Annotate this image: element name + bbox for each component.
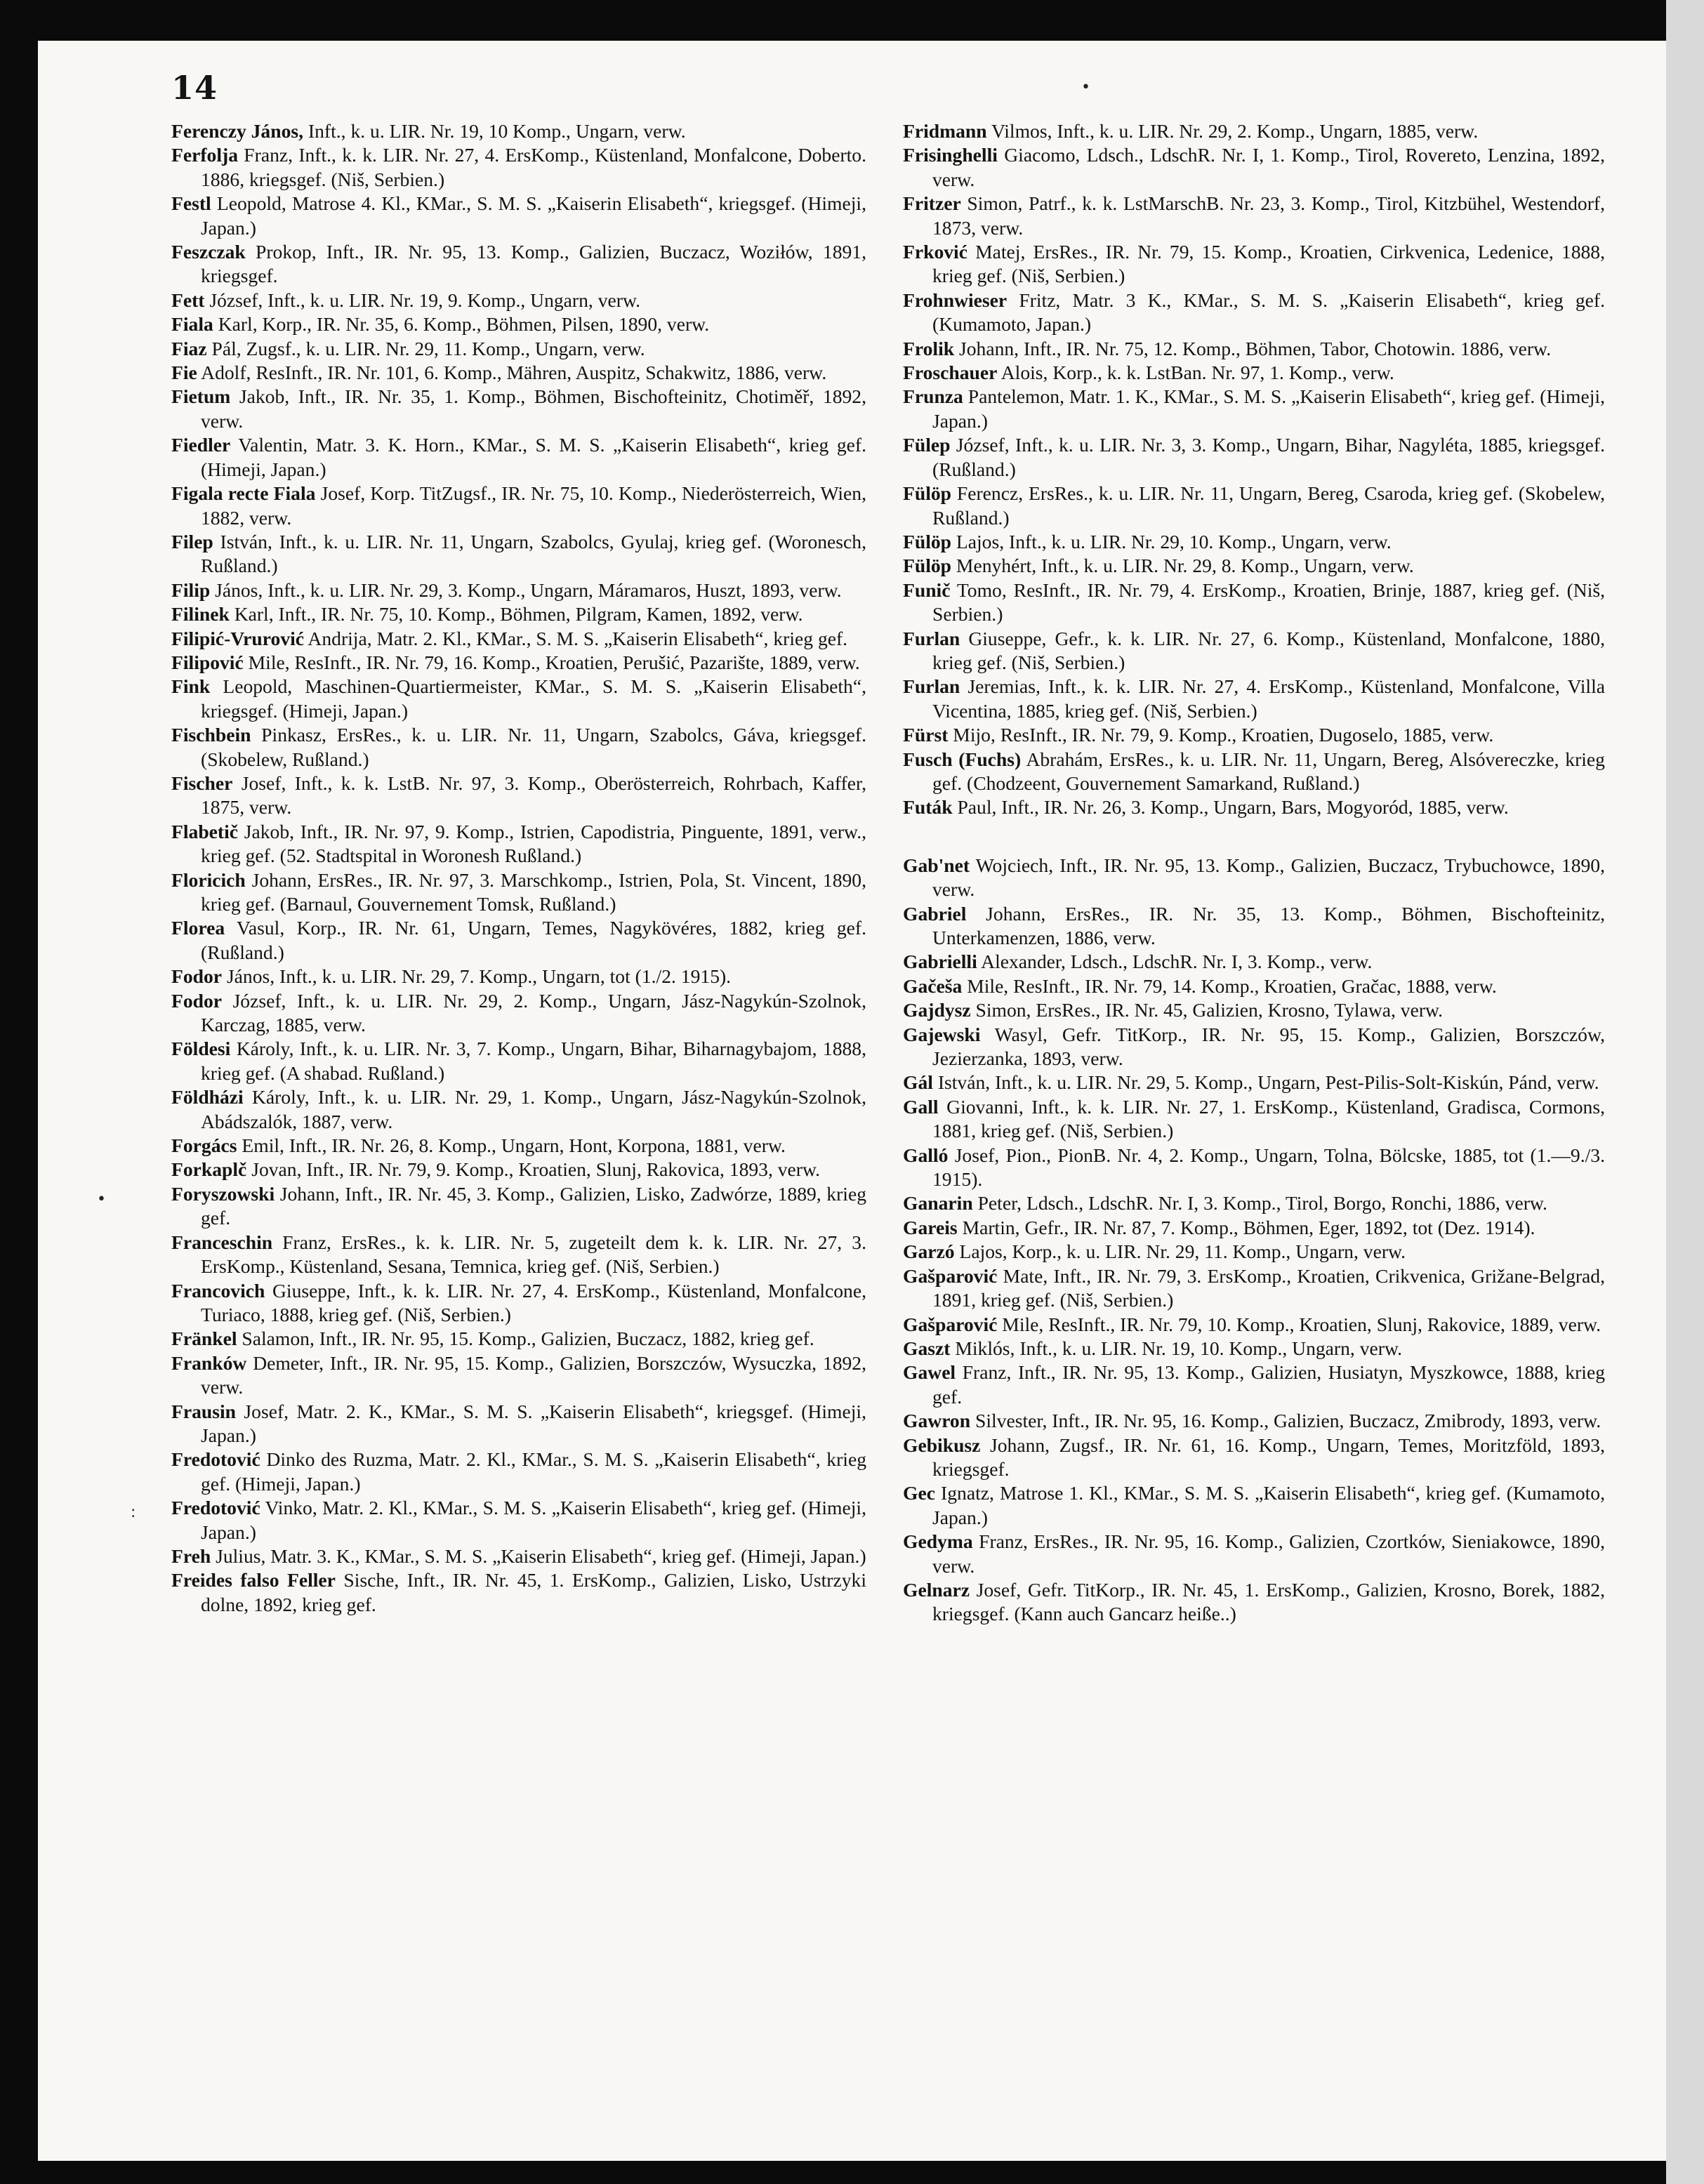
register-entry: [903, 385, 1605, 433]
entry-surname: Gál: [903, 1071, 933, 1094]
entry-details: Alois, Korp., k. k. LstBan. Nr. 97, 1. Komp., verw.: [997, 362, 1394, 384]
register-entry: [903, 1313, 1605, 1337]
register-entry: [171, 965, 866, 988]
entry-details: Franz, ErsRes., IR. Nr. 95, 16. Komp., Galizien, Czortków, Sieniakowce, 1890, verw.: [932, 1530, 1605, 1577]
entry-details: Josef, Gefr. TitKorp., IR. Nr. 45, 1. ErsKomp., Galizien, Krosno, Borek, 1882, kriegsgef. (Kann auch Gancarz heiße..): [932, 1578, 1605, 1625]
entry-details: Giacomo, Ldsch., LdschR. Nr. I, 1. Komp., Tirol, Rovereto, Lenzina, 1892, verw.: [932, 144, 1605, 190]
entry-surname: Froschauer: [903, 362, 998, 384]
register-entry: [903, 1144, 1605, 1192]
entry-details: Miklós, Inft., k. u. LIR. Nr. 19, 10. Komp., Ungarn, verw.: [950, 1337, 1402, 1359]
register-entry: [903, 1191, 1605, 1215]
register-entry: [903, 627, 1605, 675]
entry-surname: Figala recte Fiala: [171, 482, 316, 505]
entry-surname: Gašparović: [903, 1313, 998, 1335]
entry-details: Karl, Inft., IR. Nr. 75, 10. Komp., Böhmen, Pilgram, Kamen, 1892, verw.: [229, 603, 803, 626]
entry-details: Mate, Inft., IR. Nr. 79, 3. ErsKomp., Kroatien, Crikvenica, Grižane-Belgrad, 1891, krieg gef. (Niš, Serbien.): [932, 1264, 1605, 1311]
register-entry: [171, 989, 866, 1038]
entry-surname: Freh: [171, 1544, 211, 1567]
entry-details: Ferencz, ErsRes., k. u. LIR. Nr. 11, Ungarn, Bereg, Csaroda, krieg gef. (Skobelew, Rußland.): [932, 482, 1605, 529]
register-entry: [903, 1481, 1605, 1530]
entry-surname: Fülep: [903, 434, 951, 456]
register-entry: [903, 119, 1605, 143]
register-entry: [171, 361, 866, 385]
entry-surname: Fischer: [171, 772, 233, 794]
entry-details: Mijo, ResInft., IR. Nr. 79, 9. Komp., Kroatien, Dugoselo, 1885, verw.: [948, 724, 1494, 746]
entry-details: Emil, Inft., IR. Nr. 26, 8. Komp., Ungarn, Hont, Korpona, 1881, verw.: [237, 1134, 786, 1157]
entry-details: Salamon, Inft., IR. Nr. 95, 15. Komp., Galizien, Buczacz, 1882, krieg gef.: [237, 1328, 814, 1350]
entry-details: Franz, ErsRes., k. k. LIR. Nr. 5, zugeteilt dem k. k. LIR. Nr. 27, 3. ErsKomp., Küstenland, Sesana, Temnica, krieg gef. (Niš, Serbien.): [201, 1231, 866, 1278]
register-entry: [903, 748, 1605, 796]
register-entry: [171, 1496, 866, 1544]
register-entry: [903, 854, 1605, 902]
register-entry: [903, 1434, 1605, 1482]
register-entry: [171, 240, 866, 289]
entry-details: Lajos, Inft., k. u. LIR. Nr. 29, 10. Komp., Ungarn, verw.: [951, 530, 1392, 552]
left-column: [171, 119, 866, 1617]
register-entry: [903, 1409, 1605, 1433]
entry-surname: Ferfolja: [171, 144, 238, 166]
entry-surname: Garzó: [903, 1240, 955, 1263]
entry-details: Peter, Ldsch., LdschR. Nr. I, 3. Komp., Tirol, Borgo, Ronchi, 1886, verw.: [972, 1192, 1547, 1215]
register-entry: [171, 675, 866, 723]
entry-details: Valentin, Matr. 3. K. Horn., KMar., S. M. S. „Kaiserin Elisabeth“, krieg gef. (Himeji, Japan.): [201, 434, 866, 480]
entry-details: Jeremias, Inft., k. k. LIR. Nr. 27, 4. ErsKomp., Küstenland, Monfalcone, Villa Vicentina, 1885, krieg gef. (Niš, Serbien.): [932, 675, 1605, 722]
register-entry: [903, 902, 1605, 951]
entry-details: Josef, Korp. TitZugsf., IR. Nr. 75, 10. Komp., Niederösterreich, Wien, 1882, verw.: [201, 482, 866, 529]
entry-surname: Fink: [171, 675, 211, 698]
entry-details: Pantelemon, Matr. 1. K., KMar., S. M. S. „Kaiserin Elisabeth“, krieg gef. (Himeji, Japan.): [932, 385, 1605, 432]
entry-surname: Fredotović: [171, 1448, 260, 1471]
register-entry: [903, 1216, 1605, 1240]
entry-surname: Funič: [903, 578, 951, 601]
entry-details: István, Inft., k. u. LIR. Nr. 11, Ungarn, Szabolcs, Gyulaj, krieg gef. (Woronesch, Rußland.): [201, 530, 866, 577]
register-entry: [171, 482, 866, 530]
entry-details: Ignatz, Matrose 1. Kl., KMar., S. M. S. „Kaiserin Elisabeth“, krieg gef. (Kumamoto, Japan.): [932, 1482, 1605, 1528]
entry-details: Johann, ErsRes., IR. Nr. 35, 13. Komp., Böhmen, Bischofteinitz, Unterkamenzen, 1886, verw.: [932, 902, 1605, 948]
entry-details: Simon, Patrf., k. k. LstMarschB. Nr. 23, 3. Komp., Tirol, Kitzbühel, Westendorf, 1873, verw.: [932, 192, 1605, 239]
register-entry: [903, 675, 1605, 723]
register-entry: [171, 1544, 866, 1568]
entry-surname: Galló: [903, 1144, 949, 1166]
entry-details: Demeter, Inft., IR. Nr. 95, 15. Komp., Galizien, Borszczów, Wysuczka, 1892, verw.: [201, 1351, 866, 1398]
register-entry: [171, 1158, 866, 1182]
entry-details: Silvester, Inft., IR. Nr. 95, 16. Komp., Galizien, Buczacz, Zmibrody, 1893, verw.: [970, 1410, 1601, 1432]
entry-surname: Gareis: [903, 1216, 958, 1238]
register-entry: [903, 192, 1605, 240]
entry-details: Abrahám, ErsRes., k. u. LIR. Nr. 11, Ungarn, Bereg, Alsóvereczke, krieg gef. (Chodzeent, Gouvernement Samarkand, Rußland.): [932, 748, 1605, 794]
register-entry: [171, 433, 866, 482]
register-entry: [171, 1568, 866, 1617]
entry-details: József, Inft., k. u. LIR. Nr. 3, 3. Komp., Ungarn, Bihar, Nagyléta, 1885, kriegsgef. (Rußland.): [932, 434, 1605, 480]
entry-surname: Gabriel: [903, 902, 967, 925]
register-entry: [903, 723, 1605, 747]
entry-details: Tomo, ResInft., IR. Nr. 79, 4. ErsKomp., Kroatien, Brinje, 1887, krieg gef. (Niš, Serbien.): [932, 578, 1605, 626]
entry-details: Fritz, Matr. 3 K., KMar., S. M. S. „Kaiserin Elisabeth“, krieg gef. (Kumamoto, Japan.): [932, 289, 1605, 336]
register-entry: [903, 974, 1605, 998]
register-entry: [171, 1037, 866, 1085]
register-entry: [903, 1071, 1605, 1094]
entry-surname: Frausin: [171, 1400, 236, 1422]
entry-details: Jakob, Inft., IR. Nr. 35, 1. Komp., Böhmen, Bischofteinitz, Chotiměř, 1892, verw.: [201, 385, 866, 432]
entry-surname: Flabetič: [171, 820, 239, 842]
entry-surname: Ferenczy János,: [171, 120, 304, 142]
entry-details: Wasyl, Gefr. TitKorp., IR. Nr. 95, 15. Komp., Galizien, Borszczów, Jezierzanka, 1893, verw.: [932, 1023, 1605, 1070]
entry-surname: Gajdysz: [903, 999, 971, 1021]
register-entry: [903, 289, 1605, 337]
entry-details: Dinko des Ruzma, Matr. 2. Kl., KMar., S. M. S. „Kaiserin Elisabeth“, krieg gef. (Himeji, Japan.): [201, 1448, 866, 1495]
entry-details: Karl, Korp., IR. Nr. 35, 6. Komp., Böhmen, Pilsen, 1890, verw.: [213, 313, 710, 336]
entry-surname: Futák: [903, 796, 953, 819]
register-entry: [903, 1023, 1605, 1071]
entry-details: Leopold, Maschinen-Quartiermeister, KMar., S. M. S. „Kaiserin Elisabeth“, kriegsgef. (Himeji, Japan.): [201, 675, 866, 722]
register-entry: [171, 1351, 866, 1400]
register-entry: [171, 1279, 866, 1328]
register-entry: [171, 1400, 866, 1448]
entry-surname: Feszczak: [171, 241, 246, 263]
entry-surname: Foryszowski: [171, 1182, 275, 1205]
entry-surname: Frisinghelli: [903, 144, 998, 166]
register-entry: [171, 1327, 866, 1351]
register-entry: [903, 1361, 1605, 1409]
register-entry: [171, 772, 866, 820]
entry-details: Vilmos, Inft., k. u. LIR. Nr. 29, 2. Komp., Ungarn, 1885, verw.: [986, 120, 1479, 142]
register-entry: [903, 1264, 1605, 1313]
register-entry: [903, 240, 1605, 289]
entry-details: Johann, ErsRes., IR. Nr. 97, 3. Marschkomp., Istrien, Pola, St. Vincent, 1890, krieg gef. (Barnaul, Gouvernement Tomsk, Rußland.): [201, 868, 866, 915]
entry-surname: Fodor: [171, 965, 223, 988]
entry-details: Josef, Matr. 2. K., KMar., S. M. S. „Kaiserin Elisabeth“, kriegsgef. (Himeji, Japan.): [201, 1400, 866, 1446]
entry-details: Lajos, Korp., k. u. LIR. Nr. 29, 11. Komp., Ungarn, verw.: [954, 1240, 1406, 1263]
register-entry: [903, 530, 1605, 554]
register-entry: [171, 385, 866, 433]
register-entry: [903, 1530, 1605, 1578]
entry-details: Wojciech, Inft., IR. Nr. 95, 13. Komp., Galizien, Buczacz, Trybuchowce, 1890, verw.: [932, 854, 1605, 901]
entry-details: Vinko, Matr. 2. Kl., KMar., S. M. S. „Kaiserin Elisabeth“, krieg gef. (Himeji, Japan.): [201, 1497, 866, 1543]
entry-surname: Filinek: [171, 603, 230, 626]
entry-surname: Gab'net: [903, 854, 970, 876]
entry-details: Andrija, Matr. 2. Kl., KMar., S. M. S. „Kaiserin Elisabeth“, krieg gef.: [304, 627, 848, 649]
entry-surname: Gelnarz: [903, 1578, 970, 1601]
entry-surname: Franków: [171, 1351, 247, 1374]
register-entry: [903, 1240, 1605, 1264]
register-entry: [903, 795, 1605, 819]
register-entry: [171, 289, 866, 312]
entry-surname: Fülöp: [903, 530, 952, 552]
entry-surname: Forkaplč: [171, 1158, 247, 1181]
entry-surname: Gec: [903, 1482, 935, 1504]
entry-surname: Gajewski: [903, 1023, 981, 1045]
register-entry: [171, 1231, 866, 1279]
entry-surname: Fusch (Fuchs): [903, 748, 1022, 770]
register-entry: [171, 916, 866, 965]
entry-details: Pinkasz, ErsRes., k. u. LIR. Nr. 11, Ungarn, Szabolcs, Gáva, kriegsgef. (Skobelew, Rußland.): [201, 724, 866, 770]
register-entry: [171, 312, 866, 336]
entry-details: Mile, ResInft., IR. Nr. 79, 10. Komp., Kroatien, Slunj, Rakovice, 1889, verw.: [997, 1313, 1601, 1335]
entry-details: Leopold, Matrose 4. Kl., KMar., S. M. S. „Kaiserin Elisabeth“, kriegsgef. (Himeji, Japan.): [201, 192, 866, 239]
register-entry: [171, 119, 866, 143]
register-entry: [171, 868, 866, 917]
entry-surname: Ganarin: [903, 1192, 973, 1215]
entry-surname: Gabrielli: [903, 951, 977, 973]
entry-surname: Frohnwieser: [903, 289, 1008, 311]
entry-surname: Freides falso Feller: [171, 1569, 336, 1591]
entry-surname: Gačeša: [903, 974, 963, 997]
register-entry: [903, 554, 1605, 578]
entry-details: Adolf, ResInft., IR. Nr. 101, 6. Komp., Mähren, Auspitz, Schakwitz, 1886, verw.: [197, 362, 827, 384]
entry-details: Martin, Gefr., IR. Nr. 87, 7. Komp., Böhmen, Eger, 1892, tot (Dez. 1914).: [957, 1216, 1535, 1238]
entry-surname: Fie: [171, 362, 197, 384]
margin-bullet-icon: •: [97, 1191, 106, 1208]
register-entry: [171, 651, 866, 675]
entry-surname: Fischbein: [171, 724, 251, 746]
entry-details: Giuseppe, Inft., k. k. LIR. Nr. 27, 4. ErsKomp., Küstenland, Monfalcone, Turiaco, 1888, krieg gef. (Niš, Serbien.): [201, 1279, 866, 1325]
entry-surname: Frković: [903, 241, 967, 263]
entry-details: Jakob, Inft., IR. Nr. 97, 9. Komp., Istrien, Capodistria, Pinguente, 1891, verw., krieg gef. (52. Stadtspital in Woronesh Rußland.): [201, 820, 866, 867]
entry-surname: Földesi: [171, 1038, 231, 1060]
entry-surname: Furlan: [903, 627, 960, 649]
entry-surname: Frunza: [903, 385, 963, 408]
register-entry: [903, 337, 1605, 361]
section-f-continued: [903, 119, 1605, 820]
entry-surname: Fodor: [171, 989, 223, 1012]
entry-details: Franz, Inft., IR. Nr. 95, 13. Komp., Galizien, Husiatyn, Myszkowce, 1888, krieg gef.: [932, 1361, 1605, 1408]
entry-surname: Fiedler: [171, 434, 231, 456]
register-entry: [903, 1578, 1605, 1627]
entry-surname: Földházi: [171, 1086, 244, 1108]
entry-surname: Fiala: [171, 313, 213, 336]
entry-surname: Gawel: [903, 1361, 956, 1384]
entry-details: Josef, Inft., k. k. LstB. Nr. 97, 3. Komp., Oberösterreich, Rohrbach, Kaffer, 1875, verw.: [201, 772, 866, 819]
entry-surname: Gebikusz: [903, 1434, 981, 1456]
entry-surname: Fiaz: [171, 337, 207, 359]
entry-details: Prokop, Inft., IR. Nr. 95, 13. Komp., Galizien, Buczacz, Woziłów, 1891, kriegsgef.: [201, 241, 866, 287]
register-entry: [903, 361, 1605, 385]
register-entry: [903, 143, 1605, 192]
entry-surname: Gaszt: [903, 1337, 951, 1359]
entry-surname: Filipić-Vrurović: [171, 627, 305, 649]
entry-details: József, Inft., k. u. LIR. Nr. 29, 2. Komp., Ungarn, Jász-Nagykún-Szolnok, Karczag, 1885, verw.: [201, 989, 866, 1036]
register-entry: [171, 578, 866, 602]
entry-details: Paul, Inft., IR. Nr. 26, 3. Komp., Ungarn, Bars, Mogyoród, 1885, verw.: [952, 796, 1509, 819]
register-entry: [903, 1095, 1605, 1144]
register-entry: [903, 578, 1605, 627]
entry-surname: Fredotović: [171, 1497, 260, 1519]
entry-surname: Gall: [903, 1095, 939, 1118]
entry-details: Vasul, Korp., IR. Nr. 61, Ungarn, Temes, Nagykövéres, 1882, krieg gef. (Rußland.): [201, 917, 866, 963]
entry-surname: Filipović: [171, 651, 244, 673]
entry-surname: Gawron: [903, 1410, 971, 1432]
entry-details: Franz, Inft., k. k. LIR. Nr. 27, 4. ErsKomp., Küstenland, Monfalcone, Doberto. 1886, kriegsgef. (Niš, Serbien.): [201, 144, 866, 190]
register-entry: [171, 820, 866, 868]
scan-edge-strip: [1666, 0, 1704, 2184]
register-entry: [171, 192, 866, 240]
register-entry: [903, 998, 1605, 1022]
register-entry: [171, 602, 866, 626]
entry-details: Giovanni, Inft., k. k. LIR. Nr. 27, 1. ErsKomp., Küstenland, Gradisca, Cormons, 1881, krieg gef. (Niš, Serbien.): [932, 1095, 1605, 1142]
section-g: [903, 854, 1605, 1627]
entry-details: István, Inft., k. u. LIR. Nr. 29, 5. Komp., Ungarn, Pest-Pilis-Solt-Kiskún, Pánd, verw.: [932, 1071, 1599, 1094]
entry-details: Josef, Pion., PionB. Nr. 4, 2. Komp., Ungarn, Tolna, Bölcske, 1885, tot (1.—9./3. 1915).: [932, 1144, 1605, 1191]
entry-details: János, Inft., k. u. LIR. Nr. 29, 3. Komp., Ungarn, Máramaros, Huszt, 1893, verw.: [210, 578, 842, 601]
entry-surname: Fülöp: [903, 482, 952, 505]
register-entry: [171, 530, 866, 578]
entry-details: János, Inft., k. u. LIR. Nr. 29, 7. Komp., Ungarn, tot (1./2. 1915).: [222, 965, 732, 988]
entry-details: Inft., k. u. LIR. Nr. 19, 10 Komp., Ungarn, verw.: [303, 120, 686, 142]
right-column: [903, 119, 1605, 1627]
entry-surname: Franceschin: [171, 1231, 273, 1253]
entry-surname: Forgács: [171, 1134, 237, 1157]
entry-details: Johann, Zugsf., IR. Nr. 61, 16. Komp., Ungarn, Temes, Moritzföld, 1893, kriegsgef.: [932, 1434, 1605, 1480]
entry-details: József, Inft., k. u. LIR. Nr. 19, 9. Komp., Ungarn, verw.: [204, 289, 640, 311]
entry-details: Pál, Zugsf., k. u. LIR. Nr. 29, 11. Komp., Ungarn, verw.: [206, 337, 645, 359]
register-entry: [171, 143, 866, 192]
entry-details: Sische, Inft., IR. Nr. 45, 1. ErsKomp., Galizien, Lisko, Ustrzyki dolne, 1892, krieg gef.: [201, 1569, 867, 1615]
register-entry: [903, 1337, 1605, 1361]
margin-mark-icon: :: [131, 1504, 136, 1521]
entry-details: Károly, Inft., k. u. LIR. Nr. 3, 7. Komp., Ungarn, Bihar, Biharnagybajom, 1888, krieg gef. (A shabad. Rußland.): [201, 1038, 866, 1084]
register-entry: [903, 482, 1605, 530]
entry-surname: Fritzer: [903, 192, 961, 215]
entry-details: Johann, Inft., IR. Nr. 45, 3. Komp., Galizien, Lisko, Zadwórze, 1889, krieg gef.: [201, 1182, 866, 1229]
entry-details: Johann, Inft., IR. Nr. 75, 12. Komp., Böhmen, Tabor, Chotowin. 1886, verw.: [954, 337, 1552, 359]
entry-surname: Festl: [171, 192, 211, 215]
register-entry: [171, 1134, 866, 1158]
entry-details: Giuseppe, Gefr., k. k. LIR. Nr. 27, 6. Komp., Küstenland, Monfalcone, 1880, krieg gef. (Niš, Serbien.): [932, 627, 1605, 673]
entry-surname: Gašparović: [903, 1264, 998, 1287]
register-entry: [903, 950, 1605, 974]
register-entry: [171, 627, 866, 651]
entry-surname: Fränkel: [171, 1328, 237, 1350]
register-entry: [171, 1085, 866, 1134]
entry-details: Matej, ErsRes., IR. Nr. 79, 15. Komp., Kroatien, Cirkvenica, Ledenice, 1888, krieg gef. (Niš, Serbien.): [932, 241, 1605, 287]
register-entry: [903, 433, 1605, 482]
entry-details: Alexander, Ldsch., LdschR. Nr. I, 3. Komp., verw.: [977, 951, 1373, 973]
entry-details: Károly, Inft., k. u. LIR. Nr. 29, 1. Komp., Ungarn, Jász-Nagykún-Szolnok, Abádszalók, 1887, verw.: [201, 1086, 866, 1132]
entry-surname: Furlan: [903, 675, 960, 698]
entry-surname: Floricich: [171, 868, 246, 891]
entry-details: Jovan, Inft., IR. Nr. 79, 9. Komp., Kroatien, Slunj, Rakovica, 1893, verw.: [246, 1158, 821, 1181]
section-divider: [903, 820, 1605, 854]
entry-details: Mile, ResInft., IR. Nr. 79, 16. Komp., Kroatien, Perušić, Pazarište, 1889, verw.: [243, 651, 860, 673]
entry-details: Simon, ErsRes., IR. Nr. 45, Galizien, Krosno, Tylawa, verw.: [970, 999, 1444, 1021]
entry-surname: Filip: [171, 578, 211, 601]
register-entry: [171, 1182, 866, 1231]
entry-details: Menyhért, Inft., k. u. LIR. Nr. 29, 8. Komp., Ungarn, verw.: [951, 555, 1414, 577]
entry-surname: Gedyma: [903, 1530, 973, 1553]
entry-surname: Francovich: [171, 1279, 265, 1302]
register-entry: [171, 1448, 866, 1496]
entry-details: Mile, ResInft., IR. Nr. 79, 14. Komp., Kroatien, Gračac, 1888, verw.: [962, 974, 1497, 997]
entry-details: Julius, Matr. 3. K., KMar., S. M. S. „Kaiserin Elisabeth“, krieg gef. (Himeji, Japan.): [211, 1544, 866, 1567]
entry-surname: Florea: [171, 917, 225, 939]
register-entry: [171, 337, 866, 361]
entry-surname: Fridmann: [903, 120, 987, 142]
entry-surname: Fürst: [903, 724, 949, 746]
margin-dot-icon: •: [1081, 79, 1090, 96]
page-number: 14: [171, 69, 218, 107]
entry-surname: Fietum: [171, 385, 231, 408]
entry-surname: Frolik: [903, 337, 955, 359]
entry-surname: Filep: [171, 530, 213, 552]
entry-surname: Fett: [171, 289, 205, 311]
register-entry: [171, 723, 866, 772]
entry-surname: Fülöp: [903, 555, 952, 577]
